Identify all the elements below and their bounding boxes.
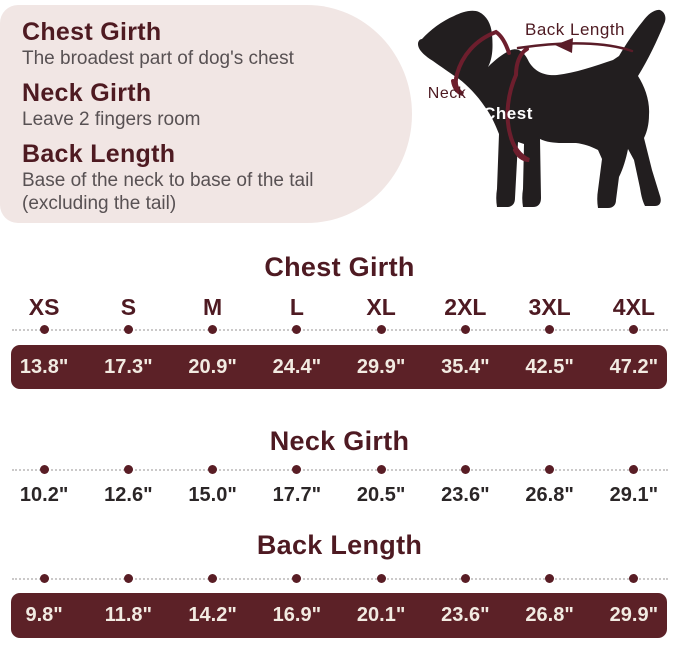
chest-girth-section-title: Chest Girth xyxy=(264,252,415,282)
size-label-s: S xyxy=(120,294,137,320)
back-length-arrowhead-icon xyxy=(555,38,573,53)
back-length-arrow-line xyxy=(518,43,632,51)
guide-back-desc-line1: Base of the neck to base of the tail xyxy=(22,170,314,191)
back-value-xl: 20.1" xyxy=(356,604,406,626)
measurement-guide-panel xyxy=(0,5,412,223)
guide-neck-title: Neck Girth xyxy=(22,79,152,107)
chest-value-3xl: 42.5" xyxy=(525,356,574,378)
chest-value-4xl: 47.2" xyxy=(609,356,659,378)
back-value-xs: 9.8" xyxy=(25,604,63,626)
back-value-l: 16.9" xyxy=(272,604,322,626)
neck-value-l: 17.7" xyxy=(272,484,322,506)
chest-value-l: 24.4" xyxy=(272,356,322,378)
neck-value-s: 12.6" xyxy=(104,484,153,506)
chest-ruler-dots xyxy=(2,325,676,334)
neck-girth-section-title: Neck Girth xyxy=(269,426,410,456)
neck-value-m: 15.0" xyxy=(188,484,237,506)
size-label-m: M xyxy=(203,294,223,320)
guide-back-desc-line2: (excluding the tail) xyxy=(22,193,177,214)
size-label-3xl: 3XL xyxy=(528,294,571,320)
size-header-row xyxy=(2,294,676,321)
size-label-2xl: 2XL xyxy=(444,294,487,320)
back-value-4xl: 29.9" xyxy=(609,604,659,626)
size-label-xs: XS xyxy=(28,294,60,320)
diagram-neck-label: Neck xyxy=(427,85,467,102)
chest-value-xl: 29.9" xyxy=(356,356,406,378)
guide-item-chest xyxy=(22,17,392,70)
chest-value-s: 17.3" xyxy=(104,356,153,378)
neck-value-xl: 20.5" xyxy=(356,484,406,506)
neck-value-2xl: 23.6" xyxy=(441,484,490,506)
back-values-row xyxy=(2,593,676,638)
diagram-chest-label: Chest xyxy=(483,104,533,123)
guide-chest-desc: The broadest part of dog's chest xyxy=(22,48,294,69)
guide-back-title: Back Length xyxy=(22,140,176,168)
diagram-back-length-label: Back Length xyxy=(524,20,626,39)
chest-value-2xl: 35.4" xyxy=(441,356,490,378)
guide-item-neck xyxy=(22,78,392,131)
neck-values-row xyxy=(2,484,676,507)
back-value-m: 14.2" xyxy=(188,604,237,626)
back-length-section-title: Back Length xyxy=(256,530,423,560)
neck-ruler xyxy=(2,465,676,475)
size-label-4xl: 4XL xyxy=(612,294,655,320)
size-label-xl: XL xyxy=(366,294,396,320)
back-ruler xyxy=(2,574,676,584)
chest-value-m: 20.9" xyxy=(188,356,237,378)
neck-ruler-dots xyxy=(2,465,676,474)
dog-silhouette xyxy=(418,10,665,208)
dog-measurement-diagram xyxy=(414,3,676,225)
guide-item-back xyxy=(22,139,392,215)
neck-value-3xl: 26.8" xyxy=(525,484,574,506)
back-ruler-dots xyxy=(2,574,676,583)
guide-neck-desc: Leave 2 fingers room xyxy=(22,109,201,130)
size-label-l: L xyxy=(289,294,304,320)
chest-values-row xyxy=(2,345,676,389)
neck-value-4xl: 29.1" xyxy=(609,484,659,506)
chest-ruler xyxy=(2,325,676,335)
chest-value-xs: 13.8" xyxy=(19,356,69,378)
back-value-s: 11.8" xyxy=(104,604,153,626)
guide-chest-title: Chest Girth xyxy=(22,18,162,46)
back-value-2xl: 23.6" xyxy=(441,604,490,626)
neck-value-xs: 10.2" xyxy=(19,484,69,506)
back-value-3xl: 26.8" xyxy=(525,604,574,626)
